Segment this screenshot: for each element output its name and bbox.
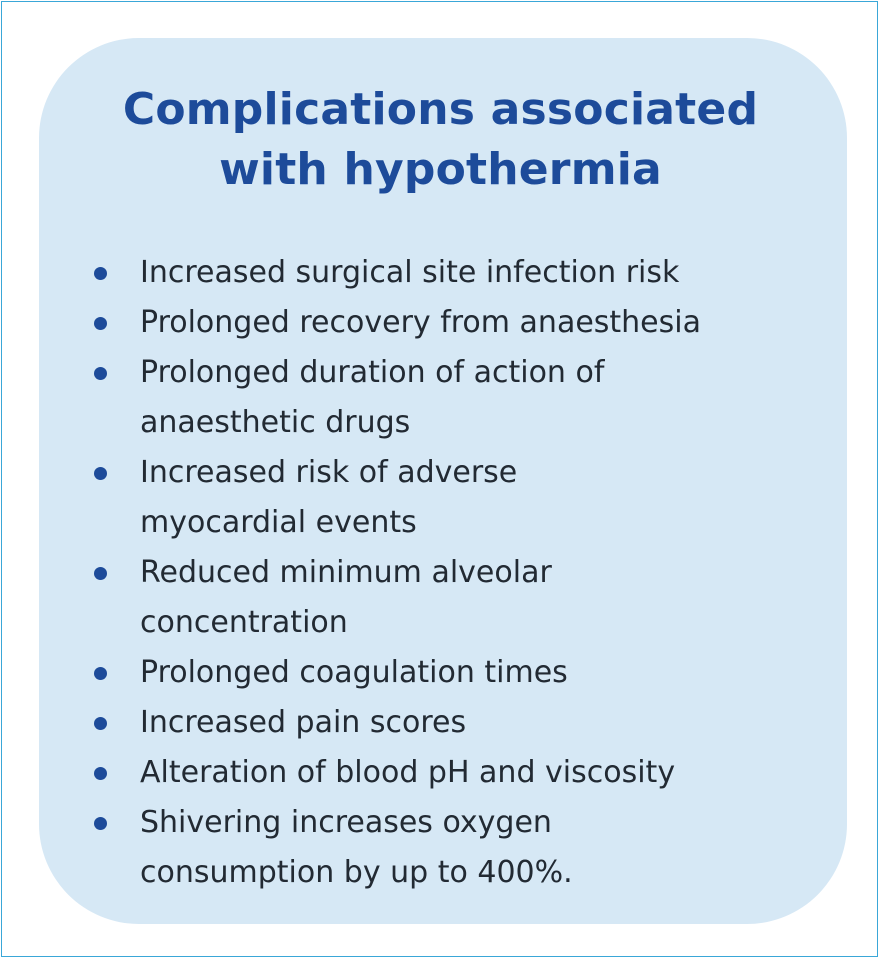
bullet-icon: [94, 717, 107, 730]
list-item-text: Increased surgical site infection risk: [140, 255, 680, 290]
bullet-icon: [94, 767, 107, 780]
list-item-text: Prolonged recovery from anaesthesia: [140, 305, 701, 340]
list-item: [140, 348, 820, 448]
list-item: [140, 548, 820, 648]
bullet-icon: [94, 267, 107, 280]
list-item: [140, 648, 820, 698]
panel-title: [0, 80, 881, 200]
title-line-2: with hypothermia: [219, 144, 662, 195]
bullet-icon: [94, 467, 107, 480]
list-item: [140, 298, 820, 348]
bullet-icon: [94, 817, 107, 830]
list-item: [140, 798, 820, 898]
bullet-icon: [94, 567, 107, 580]
bullet-icon: [94, 367, 107, 380]
complications-list: [140, 248, 820, 898]
list-item: [140, 698, 820, 748]
bullet-icon: [94, 667, 107, 680]
list-item-text: Prolonged coagulation times: [140, 655, 568, 690]
list-item-text: Shivering increases oxygen consumption by up to 400%.: [140, 805, 573, 890]
title-line-1: Complications associated: [122, 84, 759, 135]
list-item: [140, 748, 820, 798]
list-item-text: Increased pain scores: [140, 705, 467, 740]
list-item-text: Prolonged duration of action of anaesthetic drugs: [140, 355, 605, 440]
list-item: [140, 448, 820, 548]
list-item-text: Alteration of blood pH and viscosity: [140, 755, 676, 790]
list-item-text: Increased risk of adverse myocardial events: [140, 455, 518, 540]
list-item-text: Reduced minimum alveolar concentration: [140, 555, 552, 640]
bullet-icon: [94, 317, 107, 330]
list-item: [140, 248, 820, 298]
